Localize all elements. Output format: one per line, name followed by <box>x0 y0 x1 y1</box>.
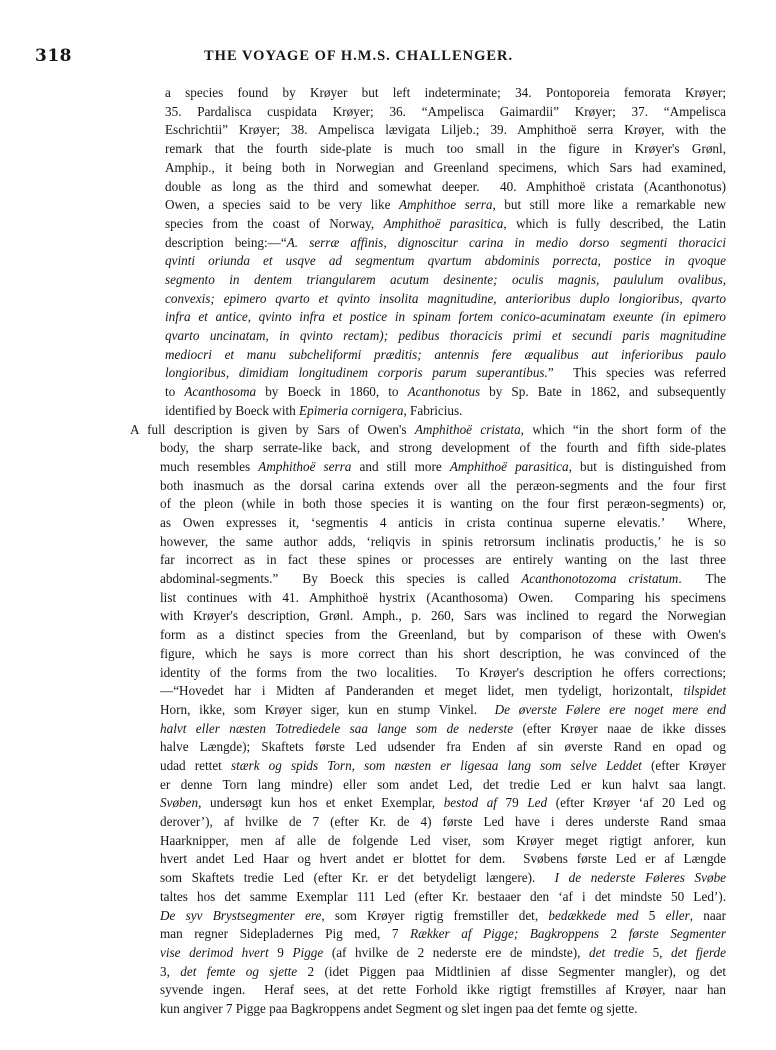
text-line: figure, which he says is more correct than his short description, he was convinced of the <box>160 645 726 661</box>
text-line: Svøben, undersøgt kun hos et enket Exemplar, bestod af 79 Led (efter Krøyer ‘af 20 Led og <box>160 795 727 811</box>
text-line: species from the coast of Norway, Amphithoë parasitica, which is fully described, the Latin <box>165 215 727 231</box>
text-line: however, the same author adds, ‘reliqvis in spinis retrorsum inclinatis productis,’ he is so <box>160 533 726 549</box>
text-line: identity of the forms from the two localities. To Krøyer's description he offers corrections; <box>160 664 726 680</box>
running-head: THE VOYAGE OF H.M.S. CHALLENGER. <box>204 48 514 64</box>
text-line: identified by Boeck with Epimeria cornigera, Fabricius. <box>165 402 463 418</box>
text-line: to Acanthosoma by Boeck in 1860, to Acanthonotus by Sp. Bate in 1862, and subsequently <box>165 384 726 400</box>
text-line: remark that the fourth side-plate is much too small in the figure in Krøyer's Grønl, <box>165 141 726 157</box>
text-line: er denne Torn lang mindre) eller som andet Led, det tredie Led er kun halvt saa langt. <box>160 776 726 792</box>
text-line: mediocri et manu subcheliformi præditis; antennis fere æqualibus aut inferioribus paulo <box>165 346 726 362</box>
text-line: much resembles Amphithoë serra and still more Amphithoë parasitica, but is distinguished from <box>160 458 726 474</box>
text-line: A full description is given by Sars of Owen's Amphithoë cristata, which “in the short form of the <box>130 421 727 437</box>
text-line: man regner Sidepladernes Pig med, 7 Rækker af Pigge; Bagkroppens 2 første Segmenter <box>160 926 726 942</box>
text-line: form as a distinct species from the Greenland, but by comparison of these with Owen's <box>160 627 726 643</box>
text-line: Owen, a species said to be very like Amphithoe serra, but still more like a remarkable new <box>165 197 727 213</box>
text-line: 35. Pardalisca cuspidata Krøyer; 36. “Ampelisca Gaimardii” Krøyer; 37. “Ampelisca <box>165 103 726 119</box>
text-line: derover’), af hvilke de 7 (efter Kr. de 4) første Led have i deres underste Rand smaa <box>160 814 726 830</box>
text-line: vise derimod hvert 9 Pigge (af hvilke de 2 nederste ere de mindste), det tredie 5, det fjerde <box>160 944 726 960</box>
text-line: infra et antice, qvinto infra et postice in spinam fortem conico-acuminatam exeunte (in epimero <box>165 309 726 325</box>
text-line: halve Længde); Skaftets første Led udsender fra Enden af sin øverste Rand en opad og <box>160 739 726 755</box>
text-line: Haarknipper, men af alle de folgende Led viser, som Krøyer meget rigtigt anforer, kun <box>160 832 726 848</box>
text-line: far incorrect as in fact these spines or processes are entirely wanting on the last three <box>160 552 726 568</box>
text-line: udad rettet stærk og spids Torn, som næsten er ligesaa lang som selve Leddet (efter Krøyer <box>160 758 726 773</box>
page-number: 318 <box>35 46 72 66</box>
text-line: segmento in dentem triangularem acutum desinente; oculis magnis, paululum ovalibus, <box>165 271 726 287</box>
text-line: both inasmuch as the dorsal carina extends over all the peræon-segments and the four first <box>160 477 726 493</box>
text-line: Horn, ikke, som Krøyer siger, kun en stump Vinkel. De øverste Følere ere noget mere end <box>160 701 726 717</box>
text-line: qvinti oriunda et usqve ad segmentum qvartum abdominis porrecta, postice in qvoque <box>165 253 726 269</box>
text-line: double as long as the third and somewhat deeper. 40. Amphithoë cristata (Acanthonotus) <box>165 178 726 194</box>
text-line: Amphip., it being both in Norwegian and Greenland specimens, which Sars had examined, <box>165 159 726 175</box>
text-line: De syv Brystsegmenter ere, som Krøyer rigtig fremstiller det, bedækkede med 5 eller, naar <box>160 907 726 923</box>
text-line: hvert andet Led Haar og hvert andet er blottet for dem. Svøbens første Led er af Længde <box>160 851 726 867</box>
text-line: taltes hos det samme Exemplar 111 Led (efter Kr. bestaaer den ‘af i det mindste 50 Led’). <box>160 888 726 904</box>
text-line: halvt eller næsten Totrediedele saa lange som de nederste (efter Krøyer naae de ikke disses <box>160 720 726 736</box>
text-line: a species found by Krøyer but left indeterminate; 34. Pontoporeia femorata Krøyer; <box>165 85 726 100</box>
text-line: convexis; epimero qvarto et qvinto insolita magnitudine, anterioribus duplo longioribus, qvarto <box>165 290 726 306</box>
text-line: som Skaftets tredie Led (efter Kr. er det betydeligt længere). I de nederste Føleres Svøbe <box>160 870 727 886</box>
text-line-overflow: kun angiver 7 Pigge paa Bagkroppens andet Segment og slet ingen paa det femte og sjette. <box>160 1001 638 1016</box>
text-line: as Owen expresses it, ‘segmentis 4 anticis in crista continua superne elevatis.’ Where, <box>160 515 726 530</box>
text-line-overflow: syvende ingen. Heraf sees, at det rette Forhold ikke rigtigt fremstilles af Krøyer, naar han <box>160 982 726 998</box>
text-line: —“Hovedet har i Midten af Panderanden et meget lidet, men tydeligt, horizontalt, tilspidet <box>160 683 726 699</box>
text-line: qvarto uncinatam, in qvinto rectam); pedibus thoracicis primi et secundi paris magnitudine <box>165 328 726 343</box>
text-line: abdominal-segments.” By Boeck this species is called Acanthonotozoma cristatum. The <box>160 571 727 586</box>
text-line: list continues with 41. Amphithoë hystrix (Acanthosoma) Owen. Comparing his specimens <box>160 589 726 605</box>
text-line: body, the sharp serrate-like back, and strong development of the fourth and fifth side-plates <box>160 440 726 456</box>
text-line: 3, det femte og sjette 2 (idet Piggen paa Midtlinien af disse Segmenter mangler), og det <box>160 963 726 979</box>
text-line: longioribus, dimidiam longitudinem corporis parum superantibus.” This species was referred <box>165 365 726 381</box>
text-line: description being:—“A. serræ affinis, dignoscitur carina in medio dorso segmenti thoracici <box>165 234 726 250</box>
text-line: of the pleon (while in both those species it is wanting on the four first peræon-segments) or, <box>160 496 726 512</box>
text-line: with Krøyer's description, Grønl. Amph., p. 260, Sars was inclined to regard the Norwegian <box>160 608 726 624</box>
text-line: Eschrichtii” Krøyer; 38. Ampelisca lævigata Liljeb.; 39. Amphithoë serra Krøyer, with the <box>165 122 726 138</box>
